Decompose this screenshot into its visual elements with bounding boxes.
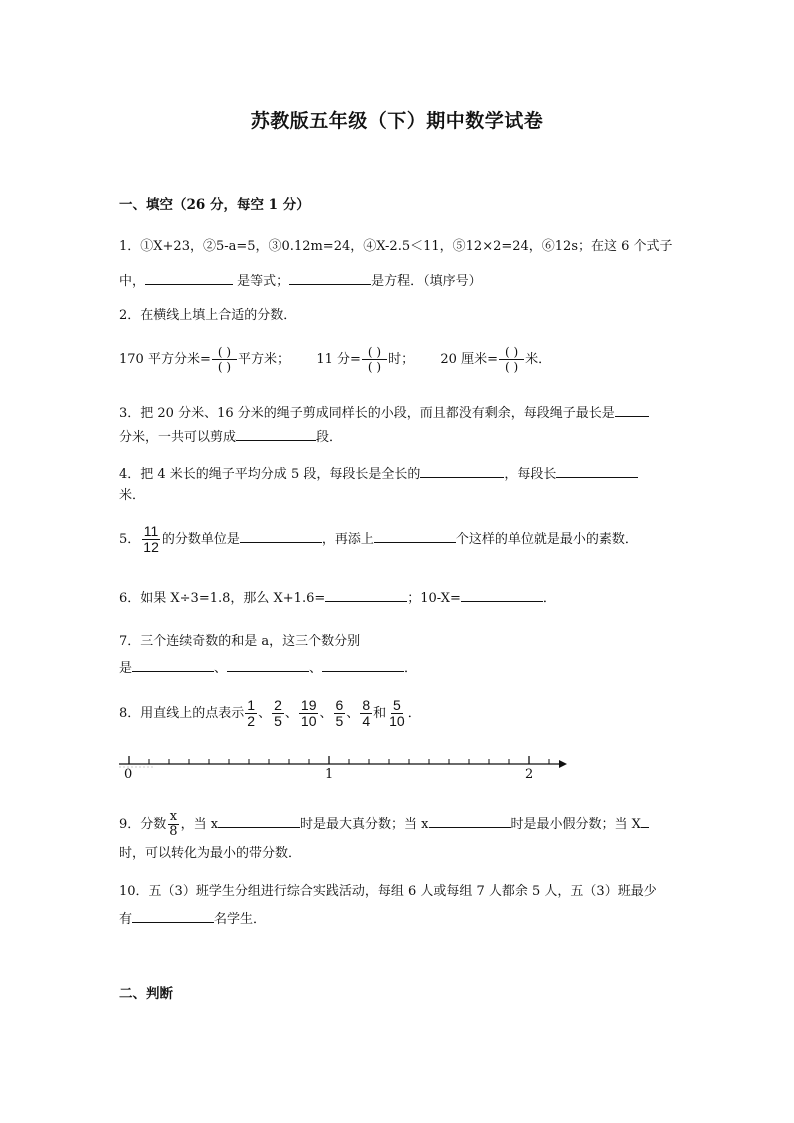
q9-blank-3[interactable] bbox=[641, 813, 649, 828]
q6-prefix: 6．如果 X÷3=1.8，那么 X+1.6= bbox=[119, 591, 326, 606]
q2-item3-unit: 米． bbox=[525, 352, 552, 367]
q8-fraction-5 bbox=[360, 698, 372, 729]
q1-mid: 是等式； bbox=[233, 274, 290, 289]
number-line-label-0: 0 bbox=[124, 767, 133, 782]
separator: 、 bbox=[309, 661, 323, 676]
section-1-heading: 一、填空（26 分，每空 1 分） bbox=[119, 197, 310, 213]
q5-prefix: 5． bbox=[119, 532, 141, 547]
q3-text: 3．把 20 分米、16 分米的绳子剪成同样长的小段，而且都没有剩余，每段绳子最长是 bbox=[119, 406, 615, 421]
q9-prefix: 9．分数 bbox=[119, 817, 167, 832]
q5-blank-count[interactable] bbox=[374, 528, 456, 543]
separator: 、 bbox=[214, 661, 228, 676]
section-2-heading: 二、判断 bbox=[119, 986, 173, 1002]
separator: 、 bbox=[284, 706, 298, 721]
denominator-blank: ( ) bbox=[504, 360, 519, 374]
q5-fraction bbox=[141, 524, 161, 555]
numerator: 8 bbox=[362, 697, 371, 713]
q4-blank-length[interactable] bbox=[556, 463, 638, 478]
q6-blank-1[interactable] bbox=[325, 587, 407, 602]
q10-prefix: 有 bbox=[119, 912, 133, 927]
q1-blank-equation[interactable] bbox=[145, 270, 233, 285]
numerator: 1 bbox=[247, 697, 256, 713]
numerator-blank: ( ) bbox=[212, 345, 237, 360]
denominator: 12 bbox=[143, 539, 159, 555]
q9-mid2: 时是最大真分数；当 x bbox=[300, 817, 429, 832]
q7-blank-1[interactable] bbox=[132, 657, 214, 672]
number-line bbox=[119, 749, 571, 785]
numerator-blank: ( ) bbox=[499, 345, 524, 360]
numerator: x bbox=[169, 809, 178, 824]
q6-blank-2[interactable] bbox=[461, 587, 543, 602]
arrow-right-icon bbox=[559, 760, 567, 768]
q7-blank-2[interactable] bbox=[227, 657, 309, 672]
q7-line-2 bbox=[119, 657, 417, 678]
numerator: 19 bbox=[300, 697, 317, 713]
q7-blank-3[interactable] bbox=[322, 657, 404, 672]
denominator: 10 bbox=[389, 713, 405, 729]
number-line-label-2: 2 bbox=[525, 767, 534, 782]
q2-item3-fraction[interactable] bbox=[499, 345, 524, 374]
q7-line-1: 7．三个连续奇数的和是 a，这三个数分别 bbox=[119, 634, 361, 649]
denominator: 10 bbox=[300, 713, 317, 729]
numerator: 11 bbox=[143, 523, 159, 539]
denominator: 5 bbox=[335, 713, 344, 729]
q8-fraction-2 bbox=[272, 698, 284, 729]
q4-blank-fraction[interactable] bbox=[420, 463, 504, 478]
q8-fraction-3 bbox=[299, 698, 319, 729]
denominator: 8 bbox=[169, 824, 178, 839]
q6-suffix: ． bbox=[542, 591, 556, 606]
numerator: 2 bbox=[274, 697, 282, 713]
number-line-ticks bbox=[129, 756, 549, 764]
q4-mid: ，每段长 bbox=[504, 467, 557, 482]
q9-line-2: 时，可以转化为最小的带分数． bbox=[119, 846, 302, 861]
q3-prefix: 分米，一共可以剪成 bbox=[119, 430, 237, 445]
q1-blank-formula[interactable] bbox=[289, 270, 371, 285]
q9-fraction bbox=[167, 810, 179, 839]
separator: 、 bbox=[319, 706, 333, 721]
q8-line bbox=[119, 696, 421, 732]
q2-item2-unit: 时； bbox=[388, 352, 415, 367]
q3-suffix: 段． bbox=[316, 430, 343, 445]
q4-prefix: 4．把 4 米长的绳子平均分成 5 段，每段长是全长的 bbox=[119, 467, 421, 482]
q2-items bbox=[119, 345, 551, 374]
denominator-blank: ( ) bbox=[217, 360, 232, 374]
q7-prefix: 是 bbox=[119, 661, 133, 676]
q3-blank-count[interactable] bbox=[236, 426, 316, 441]
q8-fraction-1 bbox=[245, 698, 257, 729]
q2-item1-label: 170 平方分米= bbox=[119, 352, 211, 367]
q2-instruction: 2．在横线上填上合适的分数． bbox=[119, 308, 297, 323]
q4-line-1 bbox=[119, 463, 638, 484]
q5-mid1: 的分数单位是 bbox=[161, 532, 240, 547]
q1-line-1: 1．①X+23，②5-a=5，③0.12m=24，④X-2.5＜11，⑤12×2=24，⑥12s；在这 6 个式子 bbox=[119, 239, 673, 254]
q6-line bbox=[119, 587, 556, 608]
q10-suffix: 名学生． bbox=[214, 912, 267, 927]
q2-item2-fraction[interactable] bbox=[362, 345, 387, 374]
numerator: 5 bbox=[393, 697, 401, 713]
q3-line-1 bbox=[119, 402, 649, 423]
separator: 、 bbox=[258, 706, 272, 721]
q1-line-2 bbox=[119, 270, 482, 291]
q4-line-2: 米． bbox=[119, 488, 146, 503]
q9-mid3: 时是最小假分数；当 X bbox=[510, 817, 641, 832]
denominator: 5 bbox=[274, 713, 282, 729]
number-line-label-1: 1 bbox=[325, 767, 334, 782]
q5-line bbox=[119, 523, 638, 557]
q6-mid: ；10-X= bbox=[407, 591, 461, 606]
q8-fraction-6 bbox=[387, 698, 407, 729]
q1-prefix: 中， bbox=[119, 274, 146, 289]
numerator-blank: ( ) bbox=[362, 345, 387, 360]
q9-mid1: ，当 x bbox=[180, 817, 219, 832]
page-title: 苏教版五年级（下）期中数学试卷 bbox=[250, 110, 544, 132]
q8-prefix: 8．用直线上的点表示 bbox=[119, 706, 245, 721]
q5-blank-unit[interactable] bbox=[240, 528, 322, 543]
q9-blank-1[interactable] bbox=[218, 813, 300, 828]
q2-item1-fraction[interactable] bbox=[212, 345, 237, 374]
denominator: 4 bbox=[362, 713, 371, 729]
q8-fraction-4 bbox=[334, 698, 346, 729]
numerator: 6 bbox=[335, 697, 344, 713]
q2-item3-label: 20 厘米= bbox=[440, 352, 498, 367]
q7-end: ． bbox=[404, 661, 418, 676]
q5-mid2: ，再添上 bbox=[321, 532, 374, 547]
denominator: 2 bbox=[247, 713, 256, 729]
q2-item2-label: 11 分= bbox=[316, 352, 361, 367]
q8-end: ． bbox=[407, 706, 421, 721]
denominator-blank: ( ) bbox=[367, 360, 382, 374]
q3-blank-length[interactable] bbox=[615, 402, 649, 417]
q10-line-1: 10．五（3）班学生分组进行综合实践活动，每组 6 人或每组 7 人都余 5 人，五（3）班最少 bbox=[119, 884, 657, 899]
q8-and: 和 bbox=[373, 706, 387, 721]
q3-line-2 bbox=[119, 426, 342, 447]
q2-item1-unit: 平方米； bbox=[238, 352, 291, 367]
q9-blank-2[interactable] bbox=[429, 813, 511, 828]
q5-suffix: 个这样的单位就是最小的素数． bbox=[455, 532, 638, 547]
q10-blank[interactable] bbox=[132, 908, 214, 923]
q9-line-1 bbox=[119, 808, 649, 842]
q10-line-2 bbox=[119, 908, 266, 929]
separator: 、 bbox=[346, 706, 360, 721]
q1-suffix: 是方程．（填序号） bbox=[371, 274, 482, 289]
